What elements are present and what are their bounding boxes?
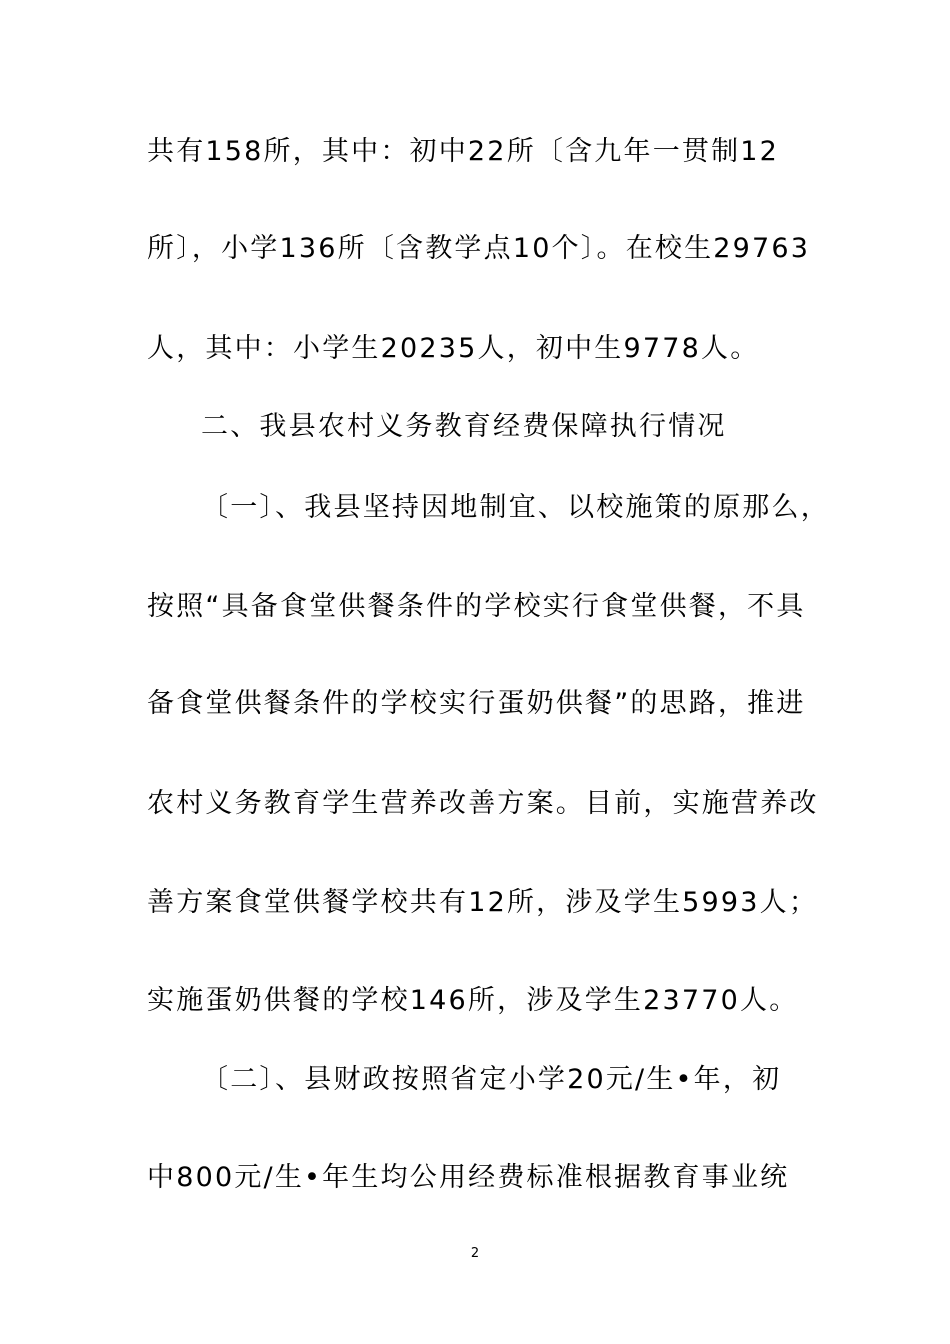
text-line-3: 人，其中：小学生20235人，初中生9778人。 bbox=[147, 333, 760, 364]
text-line-7: 备食堂供餐条件的学校实行蛋奶供餐”的思路，推进 bbox=[147, 688, 806, 719]
text-line-11: 〔二〕、县财政按照省定小学20元/生•年，初 bbox=[201, 1064, 782, 1095]
text-line-10: 实施蛋奶供餐的学校146所，涉及学生23770人。 bbox=[147, 985, 799, 1016]
text-line-5: 〔一〕、我县坚持因地制宜、以校施策的原那么， bbox=[201, 492, 830, 523]
text-line-2: 所〕，小学136所〔含教学点10个〕。在校生29763 bbox=[147, 233, 811, 264]
page-number: 2 bbox=[470, 1246, 480, 1261]
text-line-12: 中800元/生•年生均公用经费标准根据教育事业统 bbox=[147, 1162, 790, 1193]
section-heading: 二、我县农村义务教育经费保障执行情况 bbox=[201, 411, 727, 442]
text-line-1: 共有158所，其中：初中22所〔含九年一贯制12 bbox=[147, 136, 780, 167]
text-line-9: 善方案食堂供餐学校共有12所，涉及学生5993人； bbox=[147, 887, 819, 918]
text-line-8: 农村义务教育学生营养改善方案。目前，实施营养改 bbox=[147, 788, 819, 819]
text-line-6: 按照“具备食堂供餐条件的学校实行食堂供餐，不具 bbox=[147, 591, 806, 622]
